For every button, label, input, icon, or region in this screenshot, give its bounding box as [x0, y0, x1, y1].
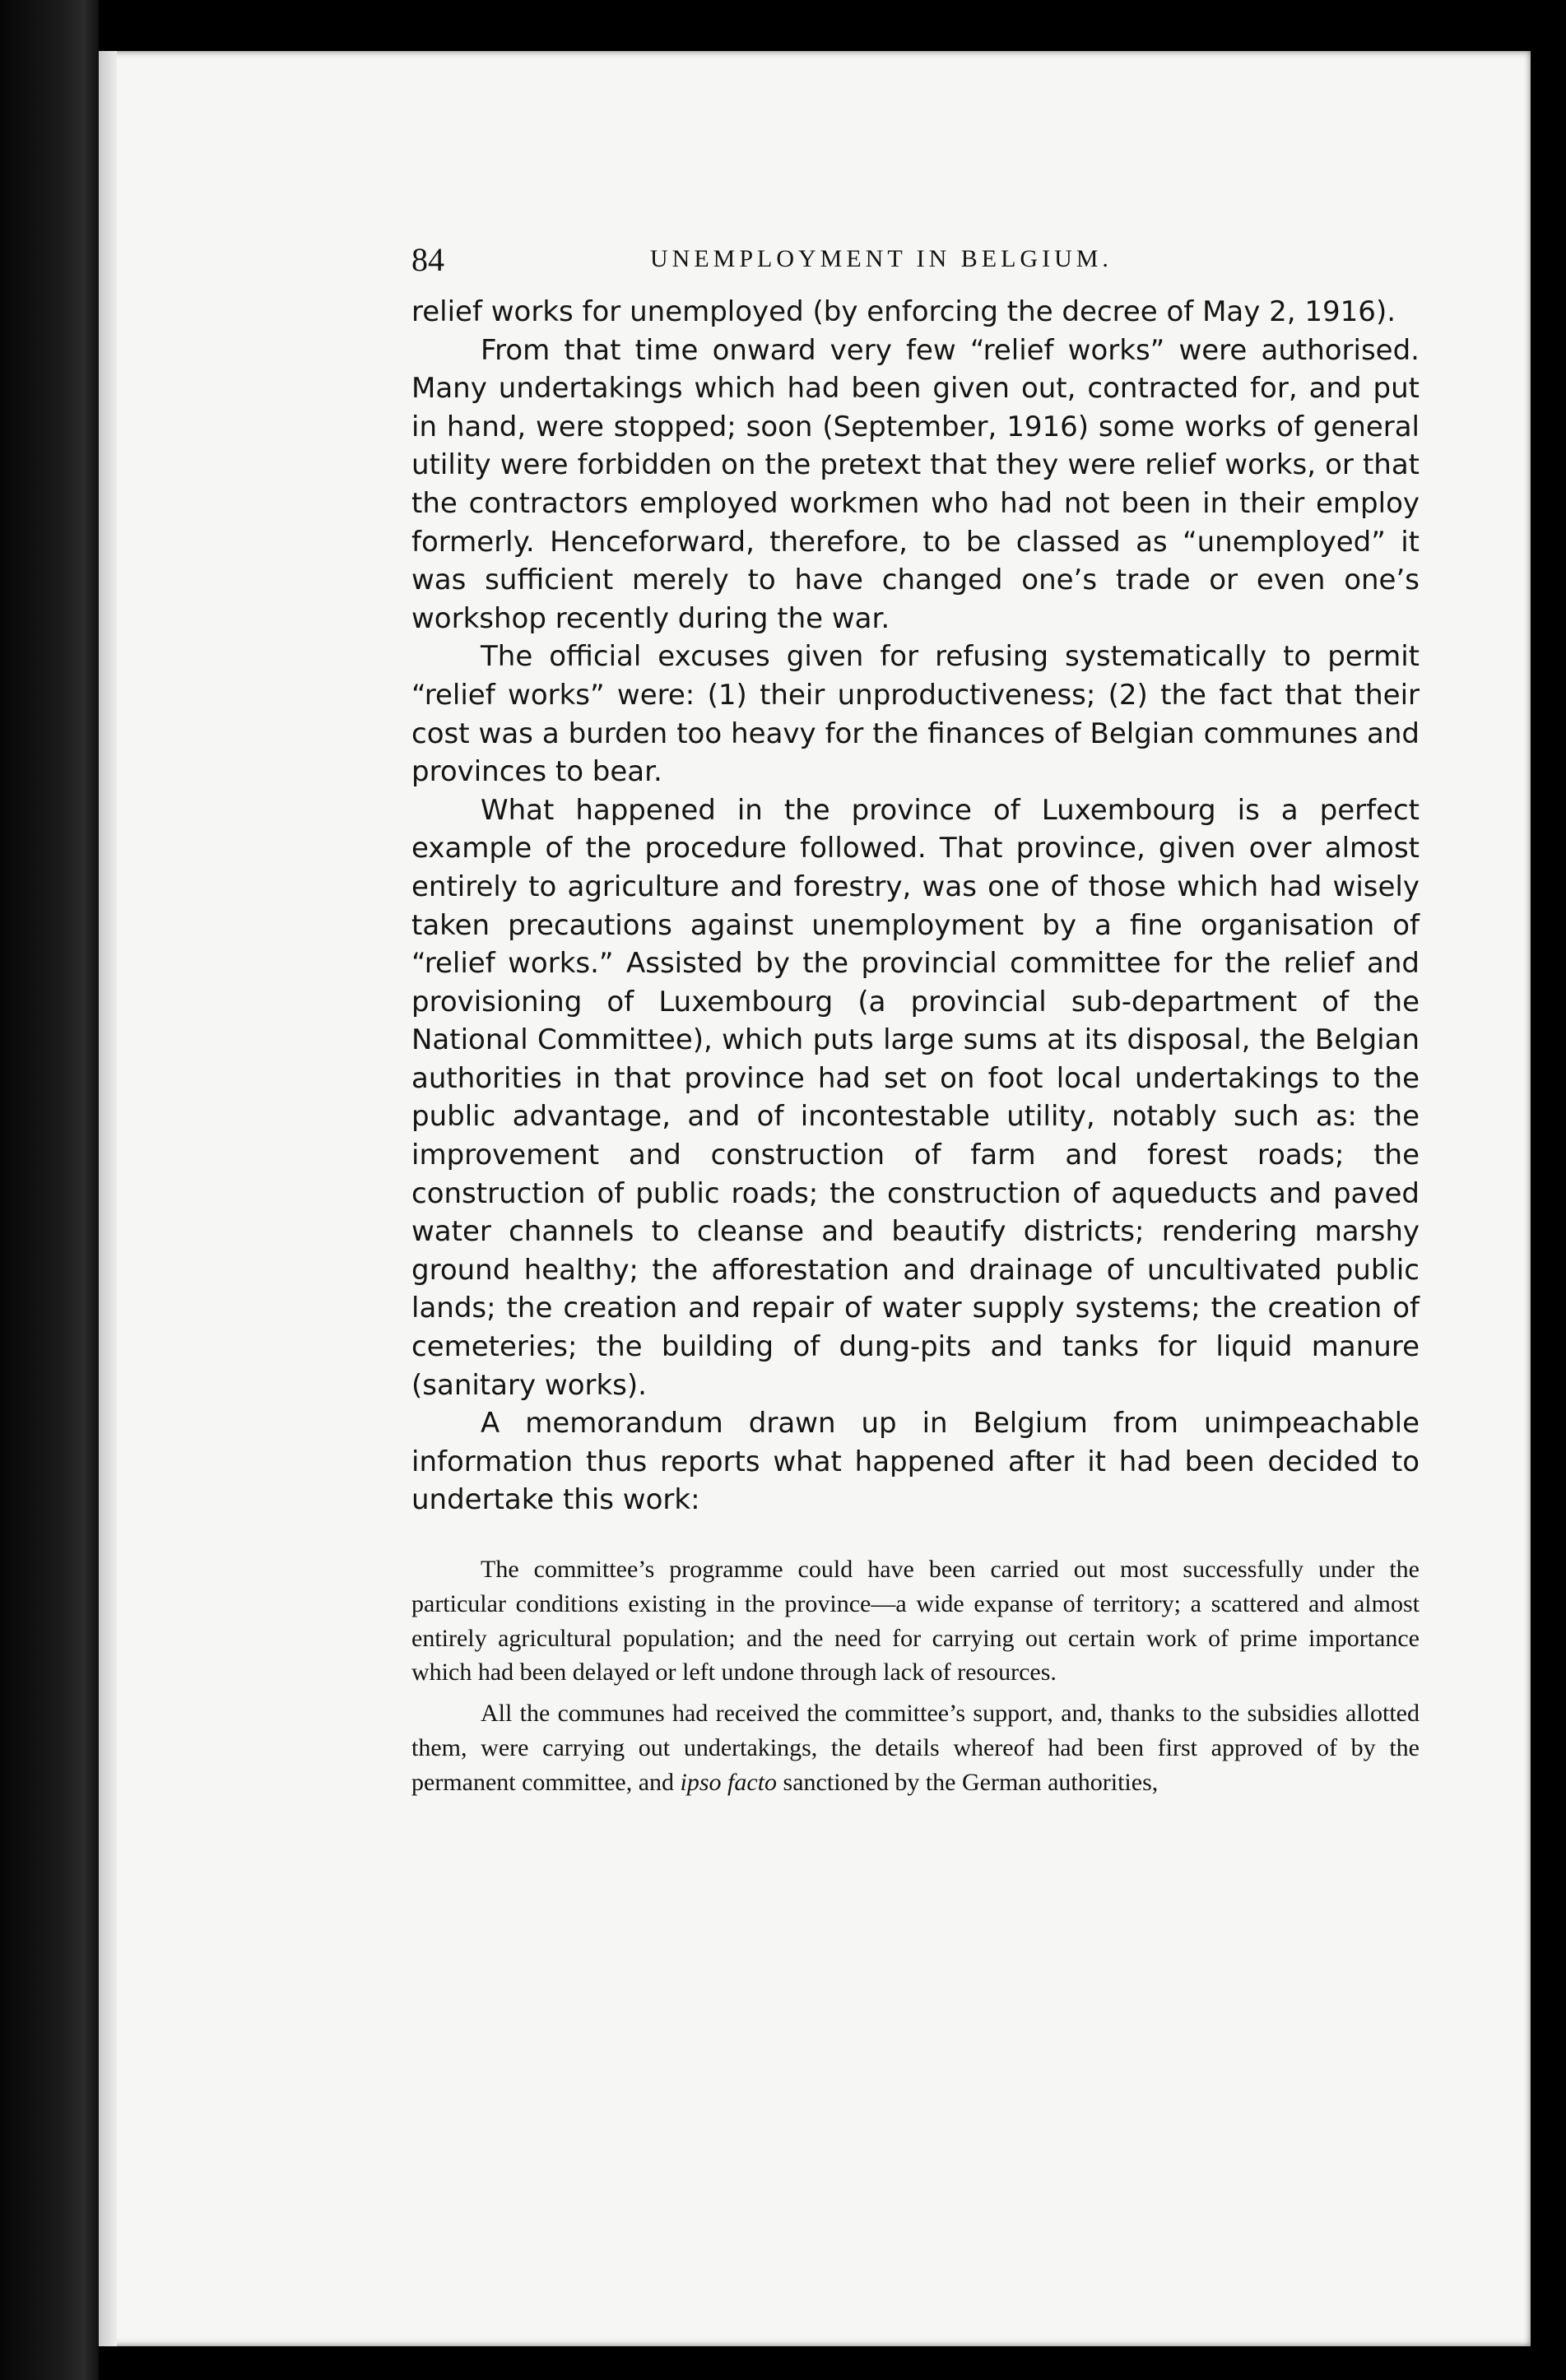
- paragraph-official-excuses: The official excuses given for refusing systematically to permit “relief works” were: (1) their unproductiveness; (2) the fact that their cost was a burden too heavy for the finances of Belgian communes and provinces to bear.: [411, 640, 1420, 789]
- page-gutter-shadow: [99, 51, 117, 2346]
- paragraph-relief-works: From that time onward very few “relief works” were authorised. Many undertakings which had been given out, contracted for, and put in hand, were stopped; soon (September, 1916) some works of general utility were forbidden on the pretext that they were relief works, or that the contractors employed workmen who had not been in their employ formerly. Henceforward, therefore, to be classed as “unemployed” it was sufficient merely to have changed one’s trade or even one’s workshop recently during the war.: [411, 333, 1420, 635]
- paragraph-continuation: relief works for unemployed (by enforcing the decree of May 2, 1916).: [411, 295, 1396, 328]
- scan-border: [0, 0, 99, 2380]
- paragraph-luxembourg: What happened in the province of Luxembourg is a perfect example of the procedure followed. That province, given over almost entirely to agriculture and forestry, was one of those which had wisely taken precautions against unemployment by a fine organisation of “relief works.” Assisted by the provincial committee for the relief and provisioning of Luxembourg (a provincial sub-department of the National Committee), which puts large sums at its disposal, the Belgian authorities in that province had set on foot local undertakings to the public advantage, and of incontestable utility, notably such as: the improvement and construction of farm and forest roads; the construction of public roads; the construction of aqueducts and paved water channels to cleanse and beautify districts; rendering marshy ground healthy; the afforestation and drainage of uncultivated public lands; the creation and repair of water supply systems; the creation of cemeteries; the building of dung-pits and tanks for liquid manure (sanitary works).: [411, 793, 1420, 1402]
- running-title: UNEMPLOYMENT IN BELGIUM.: [650, 245, 1113, 272]
- page-content: [411, 240, 1420, 1800]
- quote-paragraph: The committee’s programme could have been carried out most successfully under the particular conditions existing in the province—a wide expanse of territory; a scattered and almost entirely agricultural population; and the need for carrying out certain work of prime importance which had been delayed or left undone through lack of resources.: [411, 1556, 1420, 1686]
- paragraph-memorandum: A memorandum drawn up in Belgium from unimpeachable information thus reports what happened after it had been decided to undertake this work:: [411, 1407, 1420, 1517]
- body-text: [411, 293, 1420, 1519]
- quote-paragraph-2: [411, 1696, 1420, 1799]
- quote-text: All the communes had received the committee’s support, and, thanks to the subsidies allotted them, were carrying out undertakings, the details whereof had been first approved of by the permanent committee, and: [411, 1700, 1420, 1796]
- page-number: 84: [411, 241, 444, 278]
- latin-phrase: ipso facto: [680, 1768, 778, 1796]
- book-page: [99, 51, 1531, 2346]
- quote-text-end: sanctioned by the German authorities,: [777, 1768, 1159, 1796]
- block-quote: [411, 1552, 1420, 1800]
- running-head: [411, 240, 1420, 293]
